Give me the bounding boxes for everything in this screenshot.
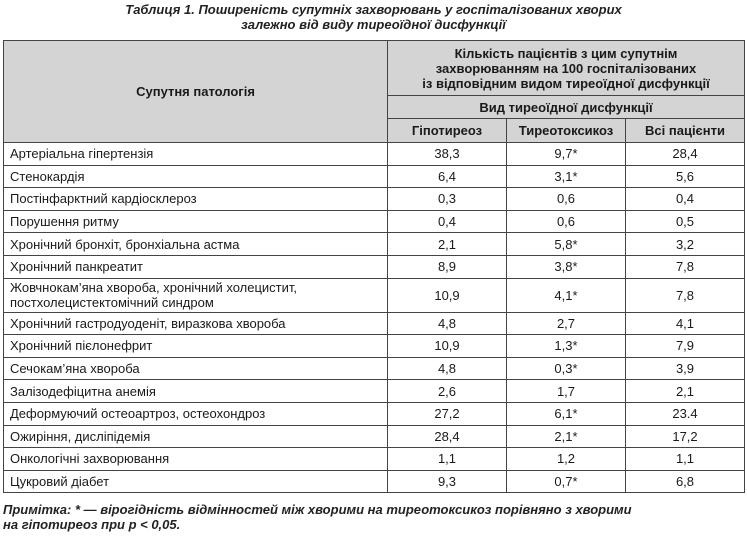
cell-thyrotoxicosis: 0,6 [507, 188, 626, 211]
cell-thyrotoxicosis: 3,8* [507, 255, 626, 278]
cell-thyrotoxicosis: 0,3* [507, 357, 626, 380]
cell-hypothyroidism: 1,1 [388, 448, 507, 471]
cell-all-patients: 7,8 [626, 255, 745, 278]
footnote-line-2: на гіпотиреоз при p < 0,05. [3, 517, 181, 532]
cell-hypothyroidism: 8,9 [388, 255, 507, 278]
cell-hypothyroidism: 6,4 [388, 165, 507, 188]
header-patient-count-line-2: захворюванням на 100 госпіталізованих [435, 60, 697, 76]
table-row [4, 425, 745, 448]
table-row [4, 402, 745, 425]
row-pathology-name: Хронічний пієлонефрит [4, 335, 388, 358]
row-pathology-name: Сечокам’яна хвороба [4, 357, 388, 380]
row-pathology-name-line-1: Жовчнокам’яна хвороба, хронічний холецистит, [10, 280, 298, 296]
header-hypothyroidism: Гіпотиреоз [388, 119, 507, 143]
header-patient-count [388, 41, 745, 96]
cell-thyrotoxicosis: 3,1* [507, 165, 626, 188]
cell-thyrotoxicosis: 4,1* [507, 278, 626, 312]
table-row [4, 312, 745, 335]
row-pathology-name [4, 278, 388, 312]
cell-all-patients: 7,9 [626, 335, 745, 358]
cell-hypothyroidism: 28,4 [388, 425, 507, 448]
cell-thyrotoxicosis: 1,3* [507, 335, 626, 358]
cell-all-patients: 1,1 [626, 448, 745, 471]
row-pathology-name: Порушення ритму [4, 210, 388, 233]
cell-all-patients: 0,4 [626, 188, 745, 211]
cell-hypothyroidism: 4,8 [388, 357, 507, 380]
header-patient-count-line-3: із відповідним видом тиреоїдної дисфункції [422, 75, 710, 91]
cell-all-patients: 2,1 [626, 380, 745, 403]
cell-thyrotoxicosis: 1,7 [507, 380, 626, 403]
cell-hypothyroidism: 2,1 [388, 233, 507, 256]
cell-all-patients: 28,4 [626, 143, 745, 166]
cell-hypothyroidism: 38,3 [388, 143, 507, 166]
cell-all-patients: 3,2 [626, 233, 745, 256]
header-pathology: Супутня патологія [4, 41, 388, 143]
cell-thyrotoxicosis: 0,7* [507, 470, 626, 493]
table-row [4, 188, 745, 211]
cell-all-patients: 5,6 [626, 165, 745, 188]
header-all-patients: Всі пацієнти [626, 119, 745, 143]
header-patient-count-line-1: Кількість пацієнтів з цим супутнім [454, 45, 678, 61]
row-pathology-name: Хронічний бронхіт, бронхіальна астма [4, 233, 388, 256]
row-pathology-name: Залізодефіцитна анемія [4, 380, 388, 403]
table-row [4, 210, 745, 233]
cell-hypothyroidism: 2,6 [388, 380, 507, 403]
table-caption [0, 2, 747, 32]
cell-all-patients: 4,1 [626, 312, 745, 335]
cell-all-patients: 17,2 [626, 425, 745, 448]
cell-all-patients: 23.4 [626, 402, 745, 425]
cell-hypothyroidism: 0,4 [388, 210, 507, 233]
header-thyrotoxicosis: Тиреотоксикоз [507, 119, 626, 143]
caption-line-2: залежно від виду тиреоїдної дисфункції [241, 17, 506, 32]
table-row [4, 165, 745, 188]
cell-thyrotoxicosis: 9,7* [507, 143, 626, 166]
table-row [4, 278, 745, 312]
caption-line-1: Таблиця 1. Поширеність супутніх захворювань у госпіталізованих хворих [125, 2, 622, 17]
table-row [4, 255, 745, 278]
cell-thyrotoxicosis: 2,1* [507, 425, 626, 448]
cell-hypothyroidism: 10,9 [388, 335, 507, 358]
row-pathology-name: Постінфарктний кардіосклероз [4, 188, 388, 211]
table-row [4, 470, 745, 493]
cell-hypothyroidism: 9,3 [388, 470, 507, 493]
table-row [4, 380, 745, 403]
table-row [4, 357, 745, 380]
cell-thyrotoxicosis: 5,8* [507, 233, 626, 256]
table-row [4, 233, 745, 256]
comorbidity-table [3, 40, 745, 493]
row-pathology-name: Хронічний панкреатит [4, 255, 388, 278]
cell-thyrotoxicosis: 2,7 [507, 312, 626, 335]
cell-all-patients: 3,9 [626, 357, 745, 380]
cell-hypothyroidism: 10,9 [388, 278, 507, 312]
table-row [4, 143, 745, 166]
cell-hypothyroidism: 0,3 [388, 188, 507, 211]
table-row [4, 448, 745, 471]
cell-hypothyroidism: 4,8 [388, 312, 507, 335]
cell-hypothyroidism: 27,2 [388, 402, 507, 425]
row-pathology-name: Хронічний гастродуоденіт, виразкова хвороба [4, 312, 388, 335]
footnote-line-1: Примітка: * — вірогідність відмінностей між хворими на тиреотоксикоз порівняно з хворими [3, 502, 632, 517]
cell-thyrotoxicosis: 6,1* [507, 402, 626, 425]
cell-all-patients: 6,8 [626, 470, 745, 493]
row-pathology-name: Онкологічні захворювання [4, 448, 388, 471]
cell-all-patients: 0,5 [626, 210, 745, 233]
row-pathology-name: Ожиріння, дисліпідемія [4, 425, 388, 448]
table-footnote [3, 502, 744, 532]
cell-thyrotoxicosis: 0,6 [507, 210, 626, 233]
row-pathology-name: Деформуючий остеоартроз, остеохондроз [4, 402, 388, 425]
cell-thyrotoxicosis: 1,2 [507, 448, 626, 471]
row-pathology-name: Стенокардія [4, 165, 388, 188]
table-row [4, 335, 745, 358]
header-dysfunction-type: Вид тиреоїдної дисфункції [388, 96, 745, 119]
cell-all-patients: 7,8 [626, 278, 745, 312]
row-pathology-name-line-2: постхолецистектомічний синдром [10, 295, 214, 311]
row-pathology-name: Артеріальна гіпертензія [4, 143, 388, 166]
row-pathology-name: Цукровий діабет [4, 470, 388, 493]
